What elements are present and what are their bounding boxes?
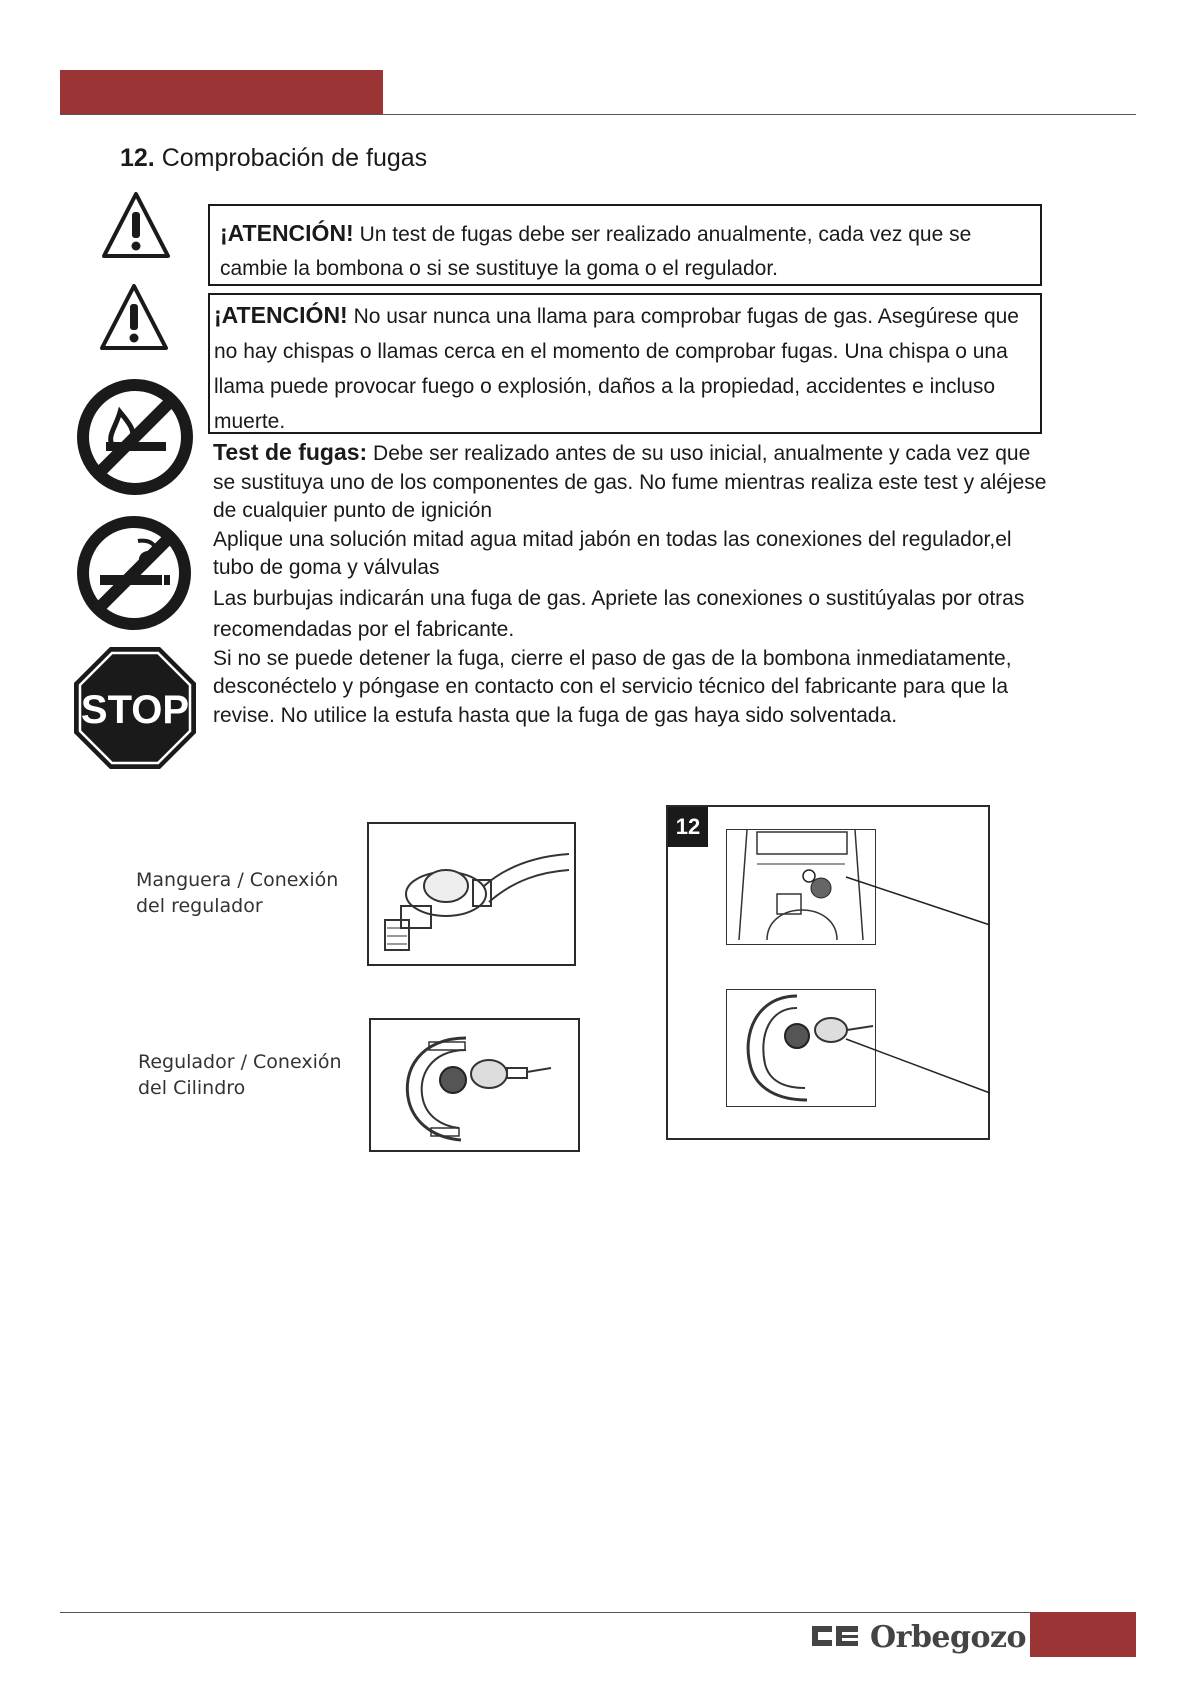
warning-text: No usar nunca una llama para comprobar fugas de gas. Asegúrese que no hay chispas o llamas cerca en el momento de comprobar fugas. Una chispa o una llama puede provocar fuego o explosión, daños a la propiedad, accidentes e incluso muerte. <box>214 305 1019 433</box>
hose-regulator-figure <box>367 822 576 966</box>
regulator-cylinder-figure <box>369 1018 580 1152</box>
no-flame-icon <box>76 378 194 496</box>
figure-callout-lines <box>668 807 992 1142</box>
leak-test-label: Test de fugas: <box>213 439 368 465</box>
caption-hose-connection <box>136 867 338 919</box>
footer-rule <box>60 1612 1136 1613</box>
warning-text: Un test de fugas debe ser realizado anualmente, cada vez que se cambie la bombona o si se sustituye la goma o el regulador. <box>220 223 972 280</box>
leak-test-paragraph: Aplique una solución mitad agua mitad jabón en todas las conexiones del regulador,el tubo de goma y válvulas <box>213 527 1012 579</box>
caption-line: Regulador / Conexión <box>138 1051 342 1073</box>
header-accent-bar <box>60 70 383 115</box>
section-title-text: Comprobación de fugas <box>161 144 428 172</box>
section-number: 12. <box>120 144 155 172</box>
caption-line: del regulador <box>136 895 263 917</box>
header-rule <box>60 114 1136 115</box>
warning-label: ¡ATENCIÓN! <box>220 220 354 246</box>
section-title <box>120 144 427 173</box>
leak-test-intro: Debe ser realizado antes de su uso inicial, anualmente y cada vez que se sustituya uno de los componentes de gas. No fume mientras realiza este test y aléjese de cualquier punto de ignición <box>213 442 1047 522</box>
brand-logo: Orbegozo <box>870 1620 1027 1655</box>
figure-number-badge: 12 <box>668 807 708 847</box>
stop-sign-label: STOP <box>80 688 190 732</box>
figure-12 <box>666 805 990 1140</box>
caption-line: del Cilindro <box>138 1077 246 1099</box>
warning-box-annual-test <box>208 204 1042 286</box>
brand-logo-icon <box>812 1624 860 1653</box>
no-smoking-icon <box>76 515 192 631</box>
caption-regulator-connection <box>138 1049 342 1101</box>
warning-triangle-icon <box>98 282 170 354</box>
leak-test-paragraph: Si no se puede detener la fuga, cierre el paso de gas de la bombona inmediatamente, desconéctelo y póngase en contacto con el servicio técnico del fabricante para que la revise. No utilice la estufa hasta que la fuga de gas haya sido solventada. <box>213 646 1012 727</box>
warning-label: ¡ATENCIÓN! <box>214 302 348 328</box>
warning-triangle-icon <box>100 190 172 262</box>
footer-accent-bar <box>1030 1612 1136 1657</box>
caption-line: Manguera / Conexión <box>136 869 339 891</box>
leak-test-paragraph: Las burbujas indicarán una fuga de gas. Apriete las conexiones o sustitúyalas por otras recomendadas por el fabricante. <box>213 586 1025 641</box>
warning-box-no-flame <box>208 293 1042 434</box>
regulator-clamp-illustration <box>371 1020 578 1150</box>
leak-test-instructions <box>213 438 1053 730</box>
regulator-hose-illustration <box>369 824 574 964</box>
stop-sign-icon <box>72 645 198 771</box>
